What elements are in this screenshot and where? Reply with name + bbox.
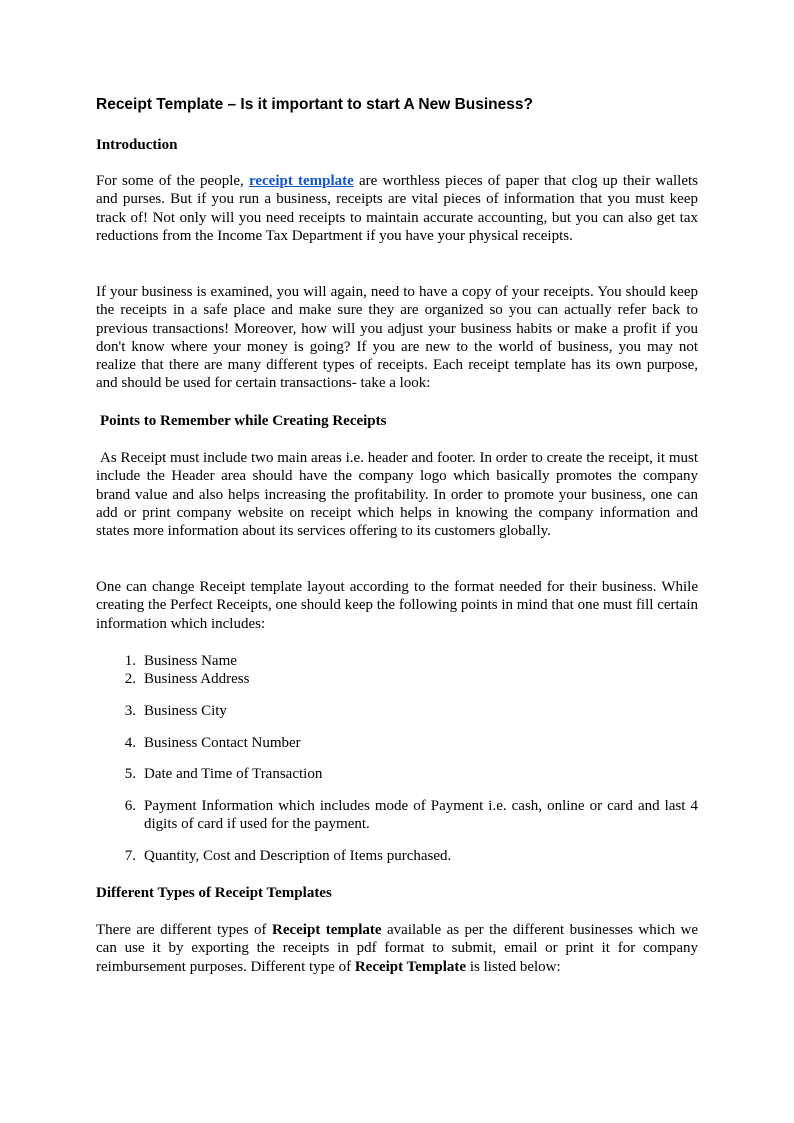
list-item-number: 6. <box>124 798 136 814</box>
list-item <box>96 670 698 688</box>
list-item-number: 2. <box>124 671 136 687</box>
list-item-text: Business Name <box>144 653 237 669</box>
list-item-number: 7. <box>124 848 136 864</box>
receipt-types-paragraph <box>96 921 698 976</box>
list-item-text: Quantity, Cost and Description of Items purchased. <box>144 848 452 864</box>
list-item-text: Payment Information which includes mode of Payment i.e. cash, online or card and last 4 digits of card if used for the payment. <box>144 798 698 833</box>
introduction-heading: Introduction <box>96 137 178 153</box>
list-item-number: 4. <box>124 735 136 751</box>
receipt-template-bold-1: Receipt template <box>272 922 382 938</box>
list-item-number: 1. <box>124 653 136 669</box>
document-title: Receipt Template – Is it important to start A New Business? <box>96 96 533 113</box>
list-item <box>96 734 698 752</box>
list-item <box>96 652 698 670</box>
list-item <box>96 702 698 720</box>
list-item <box>96 765 698 783</box>
list-item-text: Business Contact Number <box>144 735 301 751</box>
intro-text-before-link: For some of the people, <box>96 173 249 189</box>
list-item-text: Date and Time of Transaction <box>144 766 323 782</box>
points-heading: Points to Remember while Creating Receipts <box>100 413 387 429</box>
receipt-template-bold-2: Receipt Template <box>354 958 467 975</box>
types-text-1: There are different types of <box>96 922 272 938</box>
points-paragraph-1 <box>96 449 698 540</box>
list-item-text: Business Address <box>144 671 250 687</box>
introduction-paragraph-2: If your business is examined, you will again, need to have a copy of your receipts. You should keep the receipts in a safe place and make sure they are organized so you can actually refer back to previous transactions! Moreover, how will you adjust your business habits or make a profit if you don't know where your money is going? If you are new to the world of business, you may not realize that there are many different types of receipts. Each receipt template has its own purpose, and should be used for certain transactions- take a look: <box>96 284 698 392</box>
types-text-2: available as per the different businesses which we can use it by exporting the receipts in pdf format to submit, email or print it for company reimbursement purposes. Different type of <box>96 922 699 975</box>
points-p1-text: As Receipt must include two main areas i.e. header and footer. In order to create the receipt, it must include the Header area should have the company logo which basically promotes the company brand value and also helps increasing the profitability. In order to promote your business, one can add or print company website on receipt which helps in knowing the company information and states more information about its services offering to its customers globally. <box>96 450 698 540</box>
introduction-paragraph-1 <box>96 172 698 245</box>
receipt-types-heading: Different Types of Receipt Templates <box>96 885 332 901</box>
list-item <box>96 847 698 865</box>
list-item-number: 5. <box>124 766 136 782</box>
points-paragraph-2: One can change Receipt template layout according to the format needed for their business. While creating the Perfect Receipts, one should keep the following points in mind that one must fill certain information which includes: <box>96 579 698 632</box>
list-item-number: 3. <box>124 703 136 719</box>
intro-text-after-link: are worthless pieces of paper that clog up their wallets and purses. But if you run a business, receipts are vital pieces of information that you must keep track of! Not only will you need receipts to maintain accurate accounting, but you can also get tax reductions from the Income Tax Department if you have your physical receipts. <box>96 173 698 244</box>
list-item-text: Business City <box>144 703 227 719</box>
types-text-3: is listed below: <box>466 958 561 975</box>
list-item <box>96 797 698 834</box>
receipt-template-link[interactable]: receipt template <box>248 173 354 189</box>
